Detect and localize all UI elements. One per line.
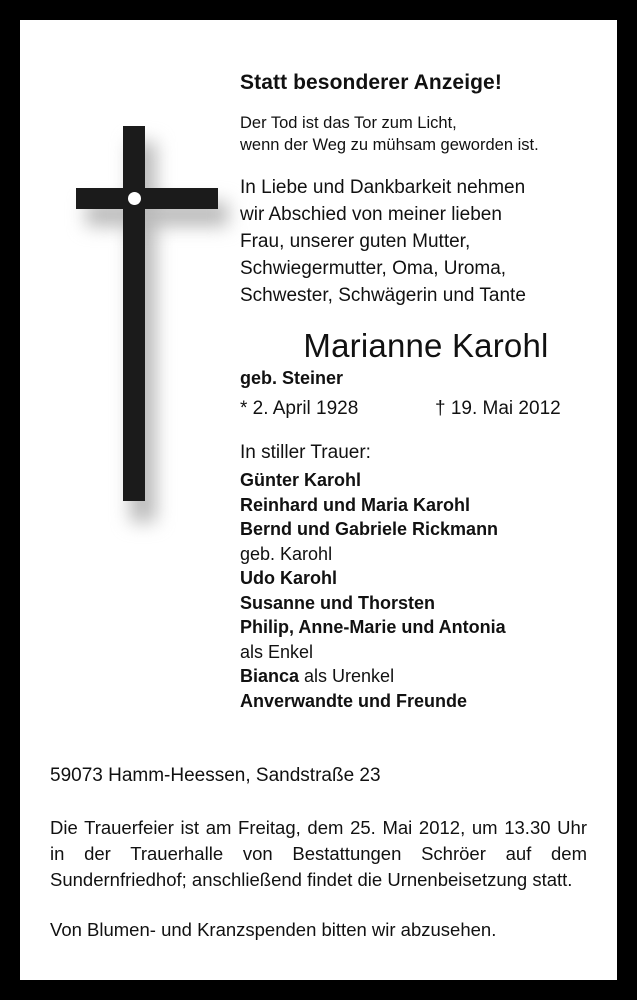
verse-line-1: Der Tod ist das Tor zum Licht, [240, 114, 457, 132]
mourner-bold: Udo Karohl [240, 568, 337, 588]
cross-bar-vertical [123, 126, 145, 501]
intro-line-3: Frau, unserer guten Mutter, [240, 231, 471, 252]
cross-bar-horizontal [76, 188, 218, 209]
list-item [240, 468, 612, 493]
maiden-name: geb. Steiner [240, 368, 344, 388]
mourner-bold: Bernd und Gabriele Rickmann [240, 519, 499, 539]
list-item [240, 689, 612, 714]
list-item [240, 566, 612, 591]
list-item [240, 640, 612, 665]
ceremony-details: Die Trauerfeier ist am Freitag, dem 25. Mai 2012, um 13.30 Uhr in der Trauerhalle von Bestattungen Schröer auf dem Sundernfriedhof; anschließend findet die Urnenbeisetzung statt. [50, 817, 587, 890]
obituary-sheet [28, 28, 609, 972]
mourner-bold: Bianca [240, 666, 300, 686]
mourner-plain: als Urenkel [299, 666, 395, 686]
flowers-note: Von Blumen- und Kranzspenden bitten wir abzusehen. [50, 919, 497, 940]
list-item [240, 493, 612, 518]
headline: Statt besonderer Anzeige! [240, 71, 502, 94]
mourner-bold: Susanne und Thorsten [240, 592, 436, 613]
deceased-name: Marianne Karohl [303, 327, 549, 364]
verse [240, 112, 612, 156]
mourner-plain: als Enkel [240, 641, 314, 662]
cross-icon [38, 98, 228, 518]
obituary-footer [50, 763, 587, 943]
intro-text [240, 174, 612, 309]
birth-date: * 2. April 1928 [240, 398, 359, 419]
address: 59073 Hamm-Heessen, Sandstraße 23 [50, 765, 381, 786]
life-dates [240, 396, 612, 422]
list-item [240, 542, 612, 567]
list-item [240, 664, 612, 689]
mourner-bold: Anverwandte und Freunde [240, 690, 468, 711]
mourner-plain: geb. Karohl [240, 543, 333, 564]
death-date: † 19. Mai 2012 [435, 398, 561, 419]
list-item [240, 615, 612, 640]
verse-line-2: wenn der Weg zu mühsam geworden ist. [240, 136, 539, 154]
intro-line-4: Schwiegermutter, Oma, Uroma, [240, 258, 507, 279]
mourner-bold: Günter Karohl [240, 470, 362, 490]
cross-center-dot [128, 192, 141, 205]
mourner-bold: Philip, Anne-Marie und Antonia [240, 617, 506, 637]
page-border-frame [14, 14, 623, 986]
list-item [240, 591, 612, 616]
intro-line-2: wir Abschied von meiner lieben [240, 204, 502, 225]
intro-line-5: Schwester, Schwägerin und Tante [240, 285, 526, 306]
mourner-bold: Reinhard und Maria Karohl [240, 494, 471, 515]
list-item [240, 517, 612, 542]
obituary-text-column [240, 70, 612, 713]
mourners-list [240, 468, 612, 713]
intro-line-1: In Liebe und Dankbarkeit nehmen [240, 177, 526, 198]
mourners-lead: In stiller Trauer: [240, 442, 371, 463]
